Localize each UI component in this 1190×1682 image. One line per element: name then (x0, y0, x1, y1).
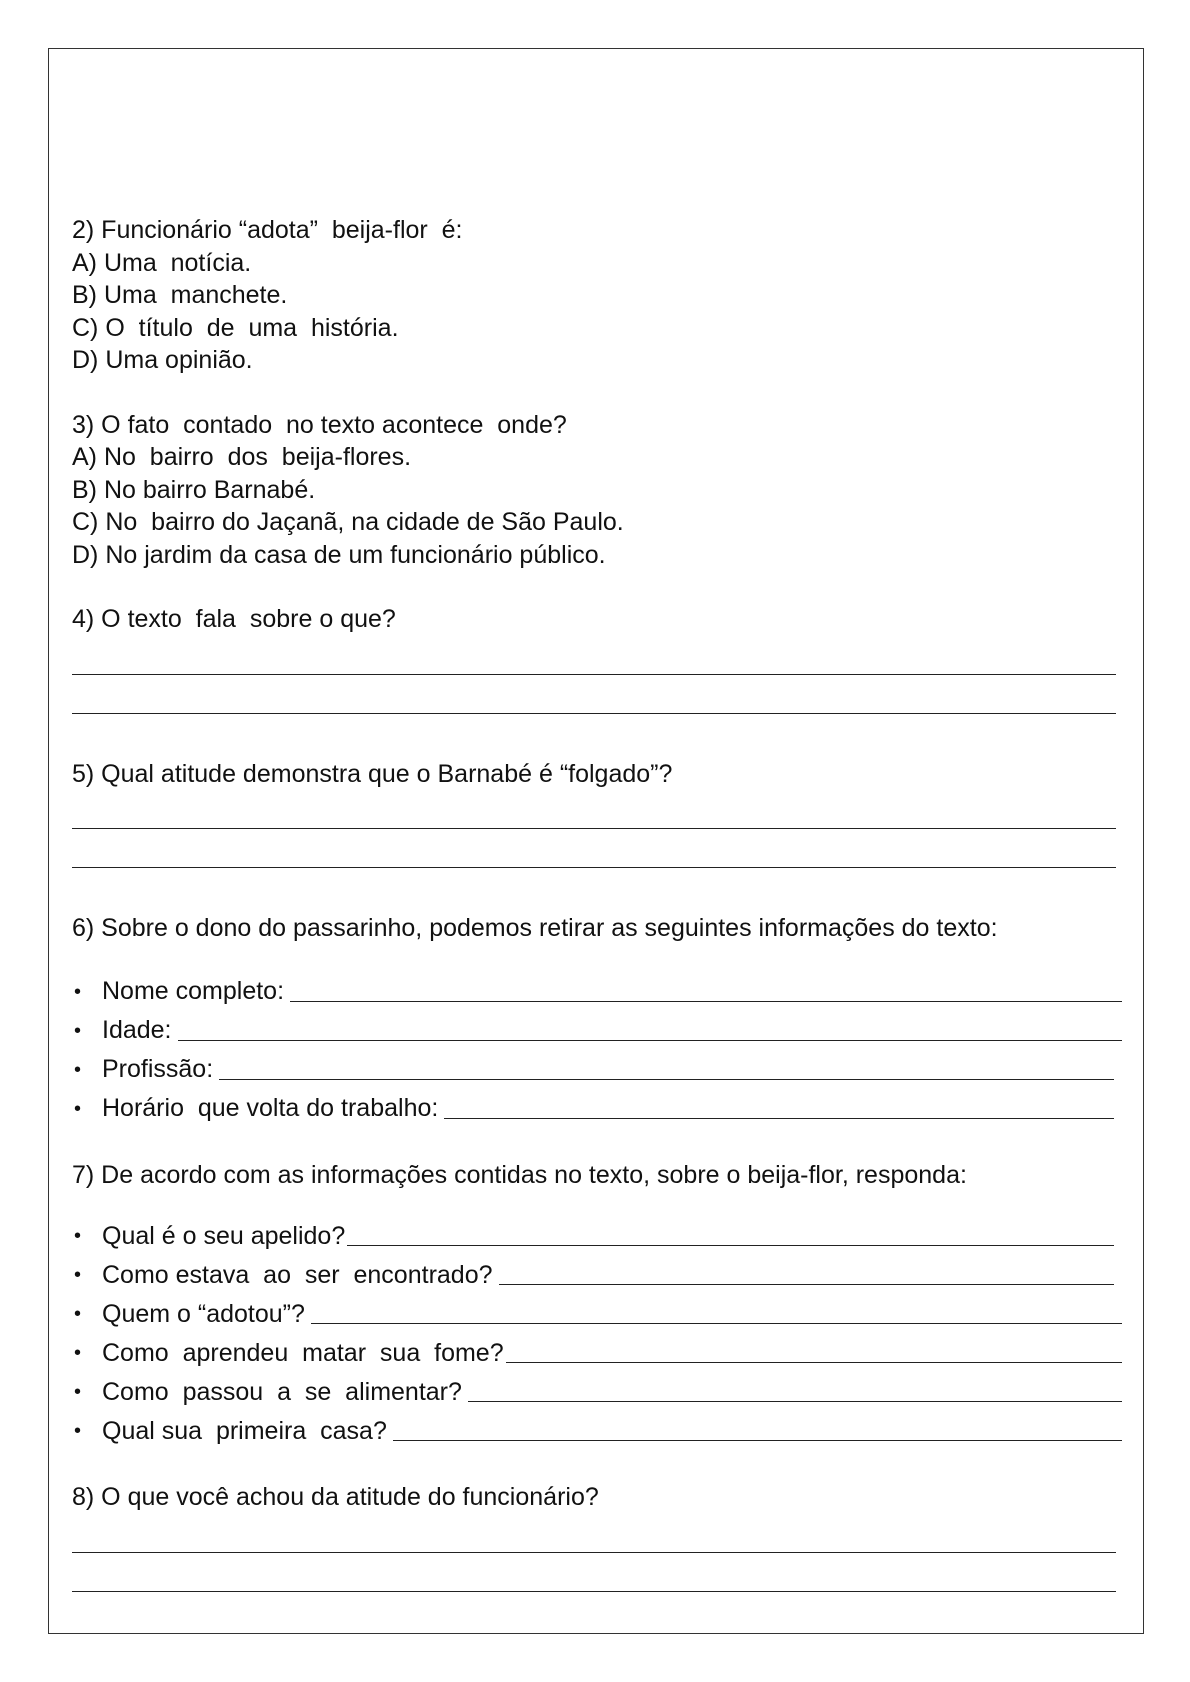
question-8-text: 8) O que você achou da atitude do funcionário? (72, 1483, 599, 1511)
bullet-icon: • (74, 1342, 82, 1364)
question-5-text: 5) Qual atitude demonstra que o Barnabé é “folgado”? (72, 759, 673, 788)
option-a[interactable]: A) Uma notícia. (72, 248, 252, 277)
bullet-icon: • (74, 1225, 82, 1247)
list-item (72, 1291, 1122, 1330)
bullet-icon: • (74, 1264, 82, 1286)
answer-line[interactable] (72, 790, 1116, 829)
question-5 (72, 758, 1122, 869)
question-6-text: 6) Sobre o dono do passarinho, podemos retirar as seguintes informações do texto: (72, 914, 998, 942)
bullet-icon: • (74, 980, 82, 1003)
item-label: Idade: (102, 1016, 172, 1044)
bullet-icon: • (74, 1058, 82, 1081)
list-item (72, 1408, 1122, 1447)
item-label: Como passou a se alimentar? (102, 1377, 462, 1406)
worksheet (72, 214, 1122, 1592)
question-2 (72, 214, 1122, 377)
answer-blank[interactable] (347, 1245, 1114, 1246)
option-b[interactable]: B) No bairro Barnabé. (72, 475, 316, 504)
item-label: Qual é o seu apelido? (102, 1221, 346, 1250)
item-label: Como estava ao ser encontrado? (102, 1260, 493, 1289)
item-label: Profissão: (102, 1055, 214, 1083)
question-2-text: 2) Funcionário “adota” beija-flor é: (72, 216, 463, 244)
answer-blank[interactable] (219, 1079, 1114, 1080)
option-c[interactable]: C) No bairro do Jaçanã, na cidade de São Paulo. (72, 508, 624, 536)
answer-blank[interactable] (468, 1401, 1122, 1402)
item-label: Como aprendeu matar sua fome? (102, 1338, 504, 1367)
question-8 (72, 1481, 1122, 1592)
answer-blank[interactable] (444, 1118, 1114, 1119)
bullet-icon: • (74, 1097, 82, 1120)
item-label: Horário que volta do trabalho: (102, 1094, 439, 1122)
question-6 (72, 912, 1122, 1125)
spacer (72, 945, 1122, 969)
bullet-icon: • (74, 1019, 82, 1042)
question-4-text: 4) O texto fala sobre o que? (72, 605, 396, 633)
spacer (72, 571, 1122, 603)
list-item (72, 1047, 1122, 1086)
question-4 (72, 603, 1122, 714)
spacer (72, 714, 1122, 758)
option-d[interactable]: D) Uma opinião. (72, 346, 253, 374)
bullet-icon: • (74, 1420, 82, 1442)
answer-line[interactable] (72, 636, 1116, 675)
spacer (72, 1447, 1122, 1481)
question-3-text: 3) O fato contado no texto acontece onde? (72, 410, 567, 439)
item-label: Quem o “adotou”? (102, 1299, 305, 1328)
list-item (72, 1213, 1122, 1252)
spacer (72, 1125, 1122, 1159)
bullet-icon: • (74, 1303, 82, 1325)
question-3 (72, 409, 1122, 572)
answer-blank[interactable] (393, 1440, 1122, 1441)
list-item (72, 969, 1122, 1008)
item-label: Qual sua primeira casa? (102, 1416, 387, 1445)
list-item (72, 1086, 1122, 1125)
option-d[interactable]: D) No jardim da casa de um funcionário público. (72, 540, 606, 569)
answer-blank[interactable] (506, 1362, 1122, 1363)
list-item (72, 1369, 1122, 1408)
answer-line[interactable] (72, 675, 1116, 714)
answer-blank[interactable] (311, 1323, 1122, 1324)
answer-blank[interactable] (499, 1284, 1114, 1285)
item-label: Nome completo: (102, 977, 285, 1005)
option-b[interactable]: B) Uma manchete. (72, 281, 288, 309)
answer-blank[interactable] (290, 1001, 1122, 1002)
bullet-icon: • (74, 1381, 82, 1403)
answer-blank[interactable] (178, 1040, 1122, 1041)
spacer (72, 377, 1122, 409)
list-item (72, 1330, 1122, 1369)
question-7 (72, 1159, 1122, 1448)
spacer (72, 1191, 1122, 1213)
question-7-list (72, 1213, 1122, 1447)
question-7-text: 7) De acordo com as informações contidas no texto, sobre o beija-flor, responda: (72, 1160, 967, 1189)
answer-line[interactable] (72, 1553, 1116, 1592)
answer-line[interactable] (72, 1514, 1116, 1553)
question-6-list (72, 969, 1122, 1125)
option-c[interactable]: C) O título de uma história. (72, 313, 399, 342)
spacer (72, 868, 1122, 912)
list-item (72, 1008, 1122, 1047)
list-item (72, 1252, 1122, 1291)
option-a[interactable]: A) No bairro dos beija-flores. (72, 443, 412, 471)
answer-line[interactable] (72, 829, 1116, 868)
